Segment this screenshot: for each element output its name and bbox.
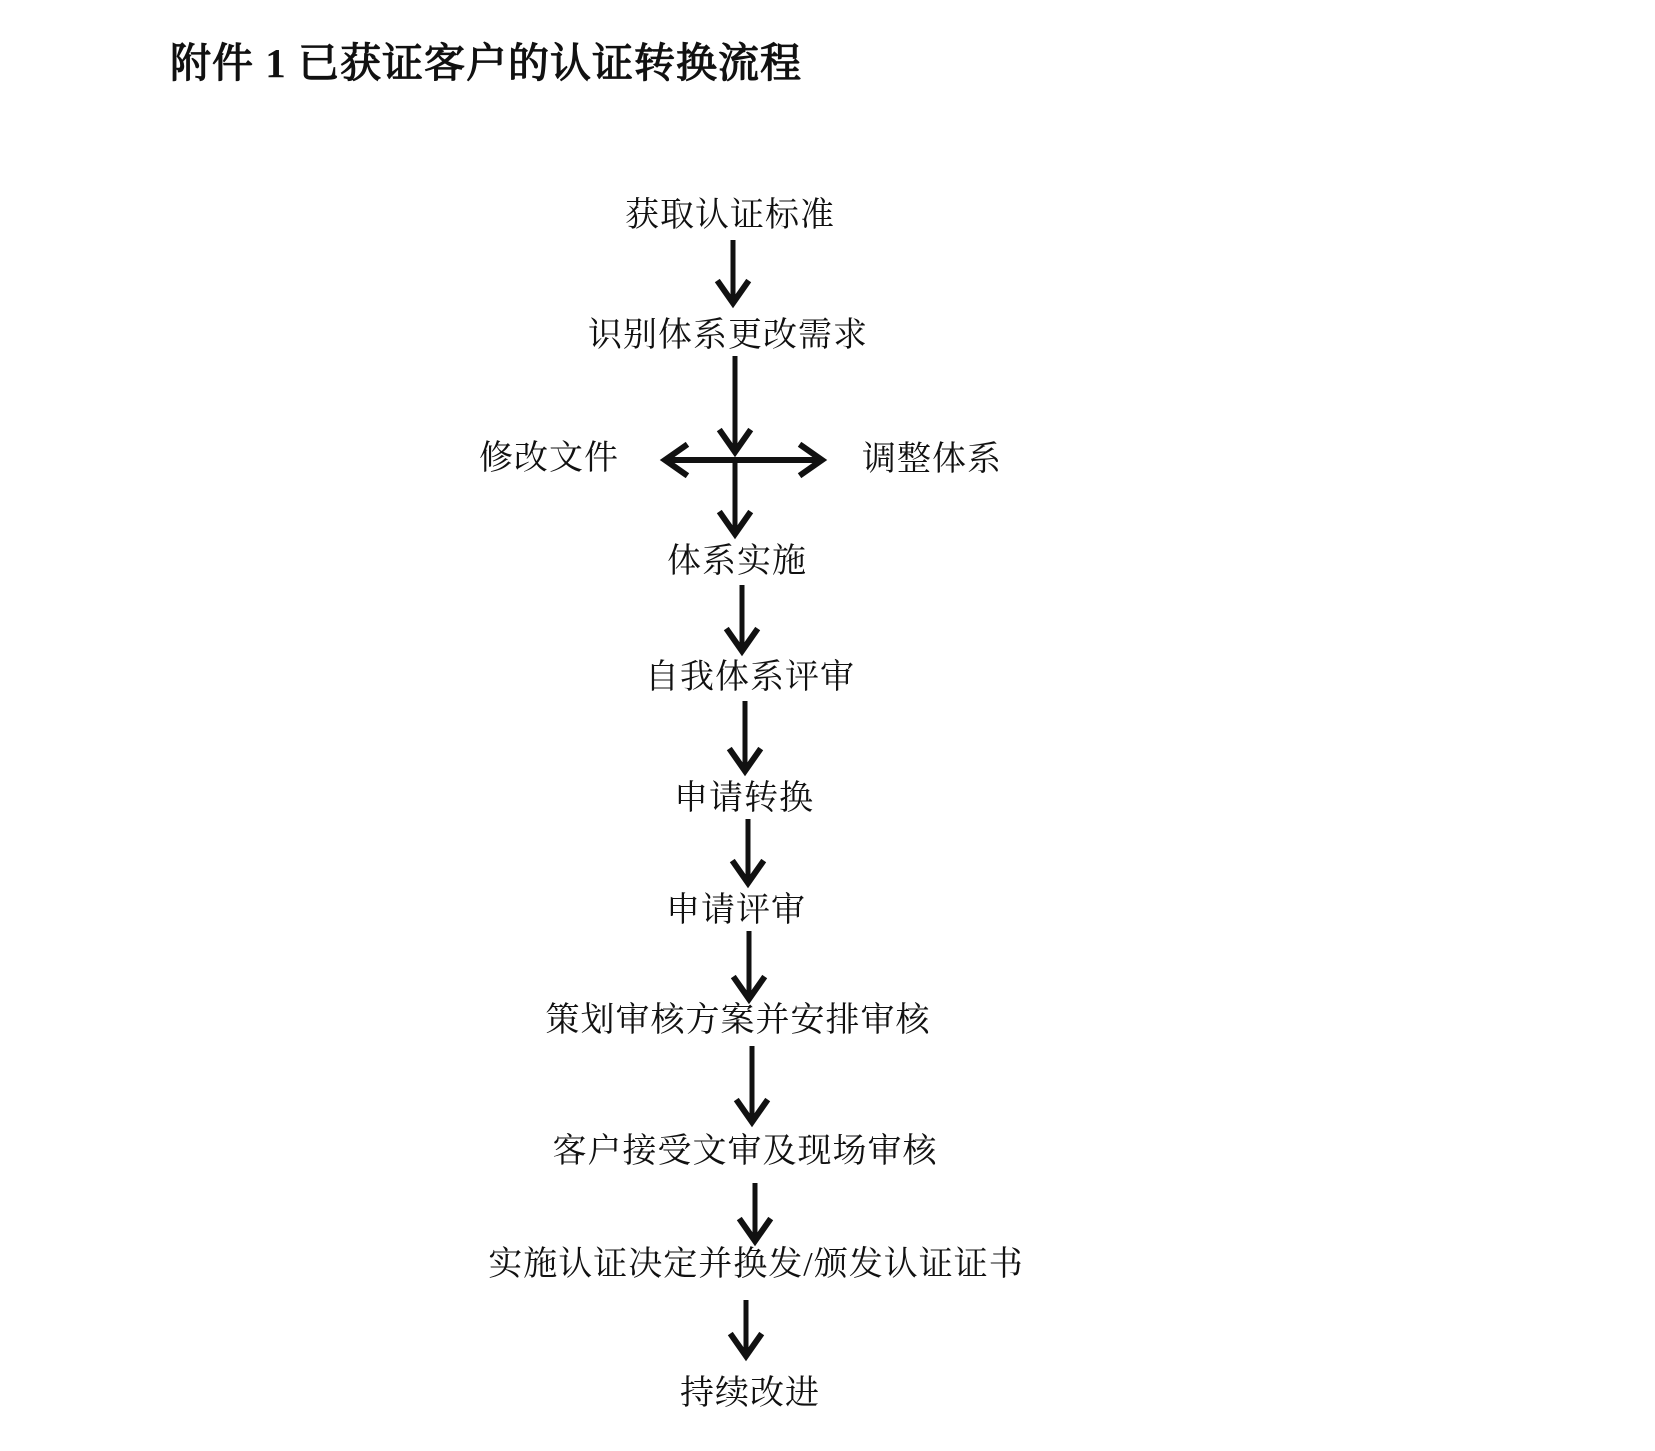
flow-node-system-implementation: 体系实施 [667, 543, 807, 580]
flow-node-adjust-system: 调整体系 [862, 441, 1002, 478]
flow-node-self-system-review: 自我体系评审 [645, 659, 855, 696]
flow-node-obtain-certification-standard: 获取认证标准 [625, 197, 835, 234]
flow-node-plan-audit-scheme: 策划审核方案并安排审核 [545, 1002, 931, 1039]
flow-node-continual-improvement: 持续改进 [680, 1375, 820, 1412]
flow-node-modify-documents: 修改文件 [479, 440, 619, 477]
flow-node-client-accepts-audit: 客户接受文审及现场审核 [552, 1133, 938, 1170]
flow-node-certification-decision: 实施认证决定并换发/颁发认证证书 [488, 1246, 1024, 1283]
flow-node-application-review: 申请评审 [666, 892, 806, 929]
flow-node-apply-for-transition: 申请转换 [674, 780, 814, 817]
page-title: 附件 1 已获证客户的认证转换流程 [170, 40, 802, 86]
flow-node-identify-system-change-needs: 识别体系更改需求 [588, 317, 868, 354]
